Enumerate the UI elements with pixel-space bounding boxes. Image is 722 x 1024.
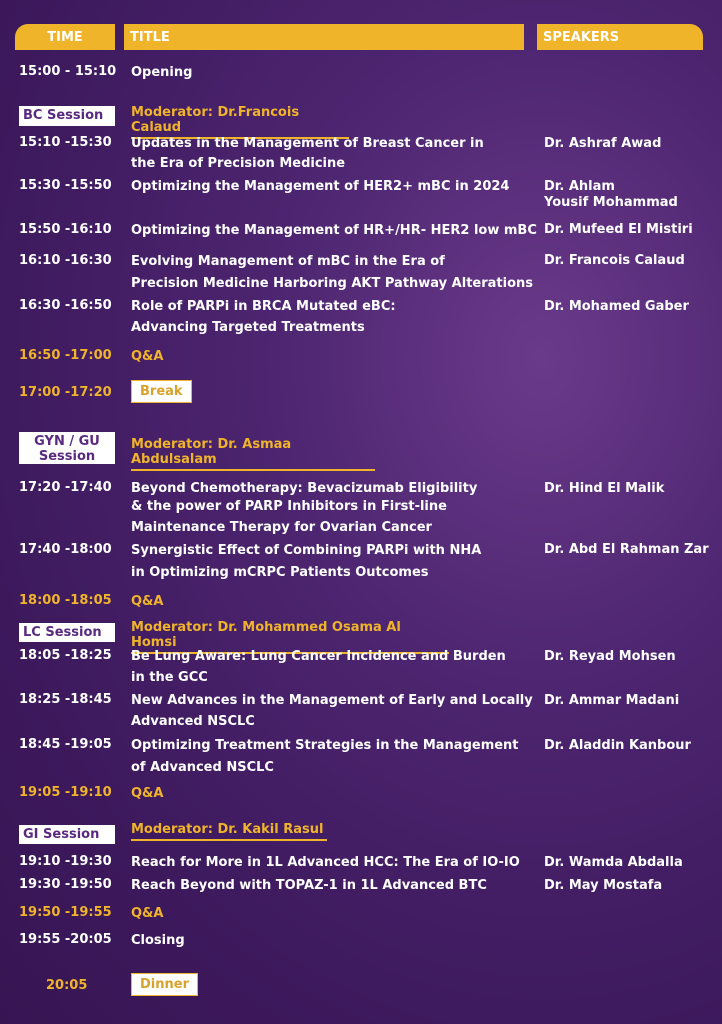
gi-row2-title1: Reach Beyond with TOPAZ-1 in 1L Advanced BTC (131, 878, 487, 893)
time-header (15, 24, 115, 50)
bc-row1-speaker: Dr. Ashraf Awad (544, 136, 662, 151)
bc-row5-time: 16:30 -16:50 (19, 298, 112, 313)
bc-row4-time: 16:10 -16:30 (19, 253, 112, 268)
gyn-session-line2: Session (38, 449, 96, 464)
time-header-label: TIME (47, 30, 83, 45)
gyn-row2-speaker: Dr. Abd El Rahman Zar (544, 542, 709, 557)
lc-row3-time: 18:45 -19:05 (19, 737, 112, 752)
opening-title: Opening (131, 65, 193, 80)
lc-row2-title2: Advanced NSCLC (131, 714, 255, 729)
lc-qa-time: 19:05 -19:10 (19, 785, 112, 800)
dinner-time: 20:05 (46, 978, 88, 993)
gi-qa-time: 19:50 -19:55 (19, 905, 112, 920)
lc-row2-time: 18:25 -18:45 (19, 692, 112, 707)
lc-moderator: Moderator: Dr. Mohammed Osama Al Homsi (131, 620, 449, 654)
bc-moderator: Moderator: Dr.Francois Calaud (131, 105, 349, 139)
bc-row1-title2: the Era of Precision Medicine (131, 156, 346, 171)
dinner-label: Dinner (131, 973, 198, 996)
break-label: Break (131, 380, 192, 403)
bc-row3-title1: Optimizing the Management of HR+/HR- HER2 low mBC (131, 223, 537, 238)
gyn-row1-speaker: Dr. Hind El Malik (544, 481, 665, 496)
bc-row5-speaker: Dr. Mohamed Gaber (544, 299, 689, 314)
gyn-row1-title1: Beyond Chemotherapy: Bevacizumab Eligibility (131, 481, 478, 496)
gyn-row2-title2: in Optimizing mCRPC Patients Outcomes (131, 565, 429, 580)
gi-row1-title1: Reach for More in 1L Advanced HCC: The Era of IO-IO (131, 855, 520, 870)
bc-qa-time: 16:50 -17:00 (19, 348, 112, 363)
title-header-label: TITLE (130, 30, 170, 45)
gi-row2-speaker: Dr. May Mostafa (544, 878, 663, 893)
opening-time: 15:00 - 15:10 (19, 64, 117, 79)
bc-row4-speaker: Dr. Francois Calaud (544, 253, 685, 268)
lc-row2-speaker: Dr. Ammar Madani (544, 693, 680, 708)
lc-row1-title2: in the GCC (131, 670, 208, 685)
bc-row5-title1: Role of PARPi in BRCA Mutated eBC: (131, 299, 396, 314)
gi-row2-time: 19:30 -19:50 (19, 877, 112, 892)
break-time: 17:00 -17:20 (19, 385, 112, 400)
lc-row1-speaker: Dr. Reyad Mohsen (544, 649, 676, 664)
bc-row1-title1: Updates in the Management of Breast Cancer in (131, 136, 484, 151)
bc-row2-speaker1: Dr. Ahlam (544, 179, 615, 194)
bc-row4-title1: Evolving Management of mBC in the Era of (131, 254, 445, 269)
gi-row1-time: 19:10 -19:30 (19, 854, 112, 869)
lc-row3-title2: of Advanced NSCLC (131, 760, 274, 775)
speakers-header-label: SPEAKERS (543, 30, 620, 45)
gyn-row2-title1: Synergistic Effect of Combining PARPi with NHA (131, 543, 482, 558)
gyn-qa-time: 18:00 -18:05 (19, 593, 112, 608)
bc-row4-title2: Precision Medicine Harboring AKT Pathway Alterations (131, 276, 534, 291)
lc-row3-title1: Optimizing Treatment Strategies in the Management (131, 738, 519, 753)
gyn-moderator: Moderator: Dr. Asmaa Abdulsalam (131, 437, 375, 471)
lc-row1-title1: Be Lung Aware: Lung Cancer Incidence and Burden (131, 649, 506, 664)
gi-moderator: Moderator: Dr. Kakil Rasul (131, 822, 327, 841)
bc-row2-speaker2: Yousif Mohammad (544, 195, 678, 210)
lc-row1-time: 18:05 -18:25 (19, 648, 112, 663)
gyn-row1-title3: Maintenance Therapy for Ovarian Cancer (131, 520, 432, 535)
gi-session-badge: GI Session (19, 825, 115, 844)
bc-row5-title2: Advancing Targeted Treatments (131, 320, 365, 335)
bc-row3-time: 15:50 -16:10 (19, 222, 112, 237)
lc-session-badge: LC Session (19, 623, 115, 642)
speakers-header (537, 24, 703, 50)
bc-row2-time: 15:30 -15:50 (19, 178, 112, 193)
bc-session-badge: BC Session (19, 106, 115, 126)
title-header (124, 24, 524, 50)
closing-title: Closing (131, 933, 185, 948)
gyn-session-line1: GYN / GU (34, 434, 100, 449)
closing-time: 19:55 -20:05 (19, 932, 112, 947)
bc-row1-time: 15:10 -15:30 (19, 135, 112, 150)
bc-row3-speaker: Dr. Mufeed El Mistiri (544, 222, 693, 237)
gi-qa-title: Q&A (131, 906, 164, 921)
lc-row3-speaker: Dr. Aladdin Kanbour (544, 738, 691, 753)
lc-row2-title1: New Advances in the Management of Early and Locally (131, 693, 533, 708)
bc-row2-title1: Optimizing the Management of HER2+ mBC in 2024 (131, 179, 510, 194)
gyn-row1-title2: & the power of PARP Inhibitors in First-line (131, 499, 447, 514)
gyn-row2-time: 17:40 -18:00 (19, 542, 112, 557)
gyn-session-badge (19, 432, 115, 464)
lc-qa-title: Q&A (131, 786, 164, 801)
gi-row1-speaker: Dr. Wamda Abdalla (544, 855, 683, 870)
gyn-row1-time: 17:20 -17:40 (19, 480, 112, 495)
bc-qa-title: Q&A (131, 349, 164, 364)
gyn-qa-title: Q&A (131, 594, 164, 609)
